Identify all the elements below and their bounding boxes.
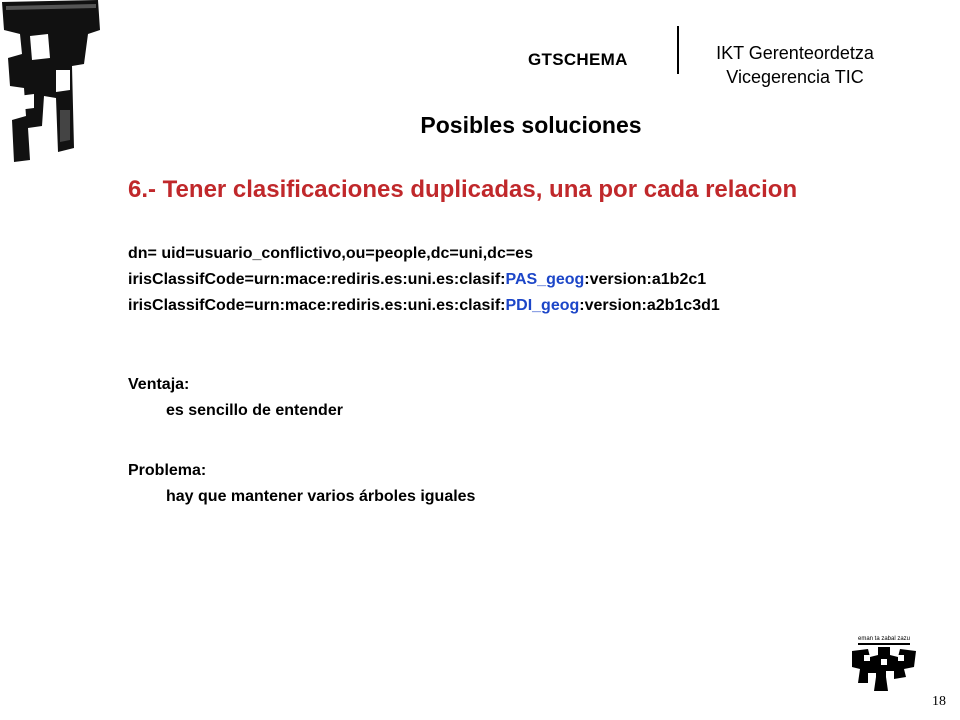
problem-label: Problema: xyxy=(128,462,207,479)
problem-section xyxy=(128,458,475,510)
problem-text: hay que mantener varios árboles iguales xyxy=(166,488,476,505)
org-name-basque: IKT Gerenteordetza xyxy=(716,43,874,63)
slide-subtitle: 6.- Tener clasificaciones duplicadas, una por cada relacion xyxy=(128,176,798,203)
header-divider xyxy=(677,26,679,74)
classif-code-prefix: irisClassifCode=urn:mace:rediris.es:uni.es:clasif: xyxy=(128,271,506,288)
page-number: 18 xyxy=(932,694,946,709)
dn-line: dn= uid=usuario_conflictivo,ou=people,dc=uni,dc=es xyxy=(128,245,533,262)
upv-ehu-brush-logo-icon xyxy=(0,0,110,170)
classif-code-line-pas xyxy=(128,267,720,293)
org-name-spanish: Vicegerencia TIC xyxy=(726,67,864,87)
advantage-section xyxy=(128,372,343,424)
upv-ehu-tree-logo-icon xyxy=(848,633,920,693)
classif-code-prefix: irisClassifCode=urn:mace:rediris.es:uni.es:clasif: xyxy=(128,297,506,314)
classif-code-highlight: PAS_geog xyxy=(505,271,585,288)
classif-code-suffix: :version:a1b2c1 xyxy=(584,271,707,288)
classif-code-highlight: PDI_geog xyxy=(505,297,580,314)
classif-code-line-pdi xyxy=(128,293,720,319)
logo-motto: eman ta zabal zazu xyxy=(857,636,911,642)
header-organization xyxy=(690,41,900,89)
slide-title: Posibles soluciones xyxy=(420,112,642,138)
advantage-label: Ventaja: xyxy=(128,376,190,393)
header-project-label: GTSCHEMA xyxy=(528,50,628,69)
classif-code-suffix: :version:a2b1c3d1 xyxy=(579,297,720,314)
advantage-text: es sencillo de entender xyxy=(166,402,343,419)
ldap-entry-example xyxy=(128,241,720,319)
